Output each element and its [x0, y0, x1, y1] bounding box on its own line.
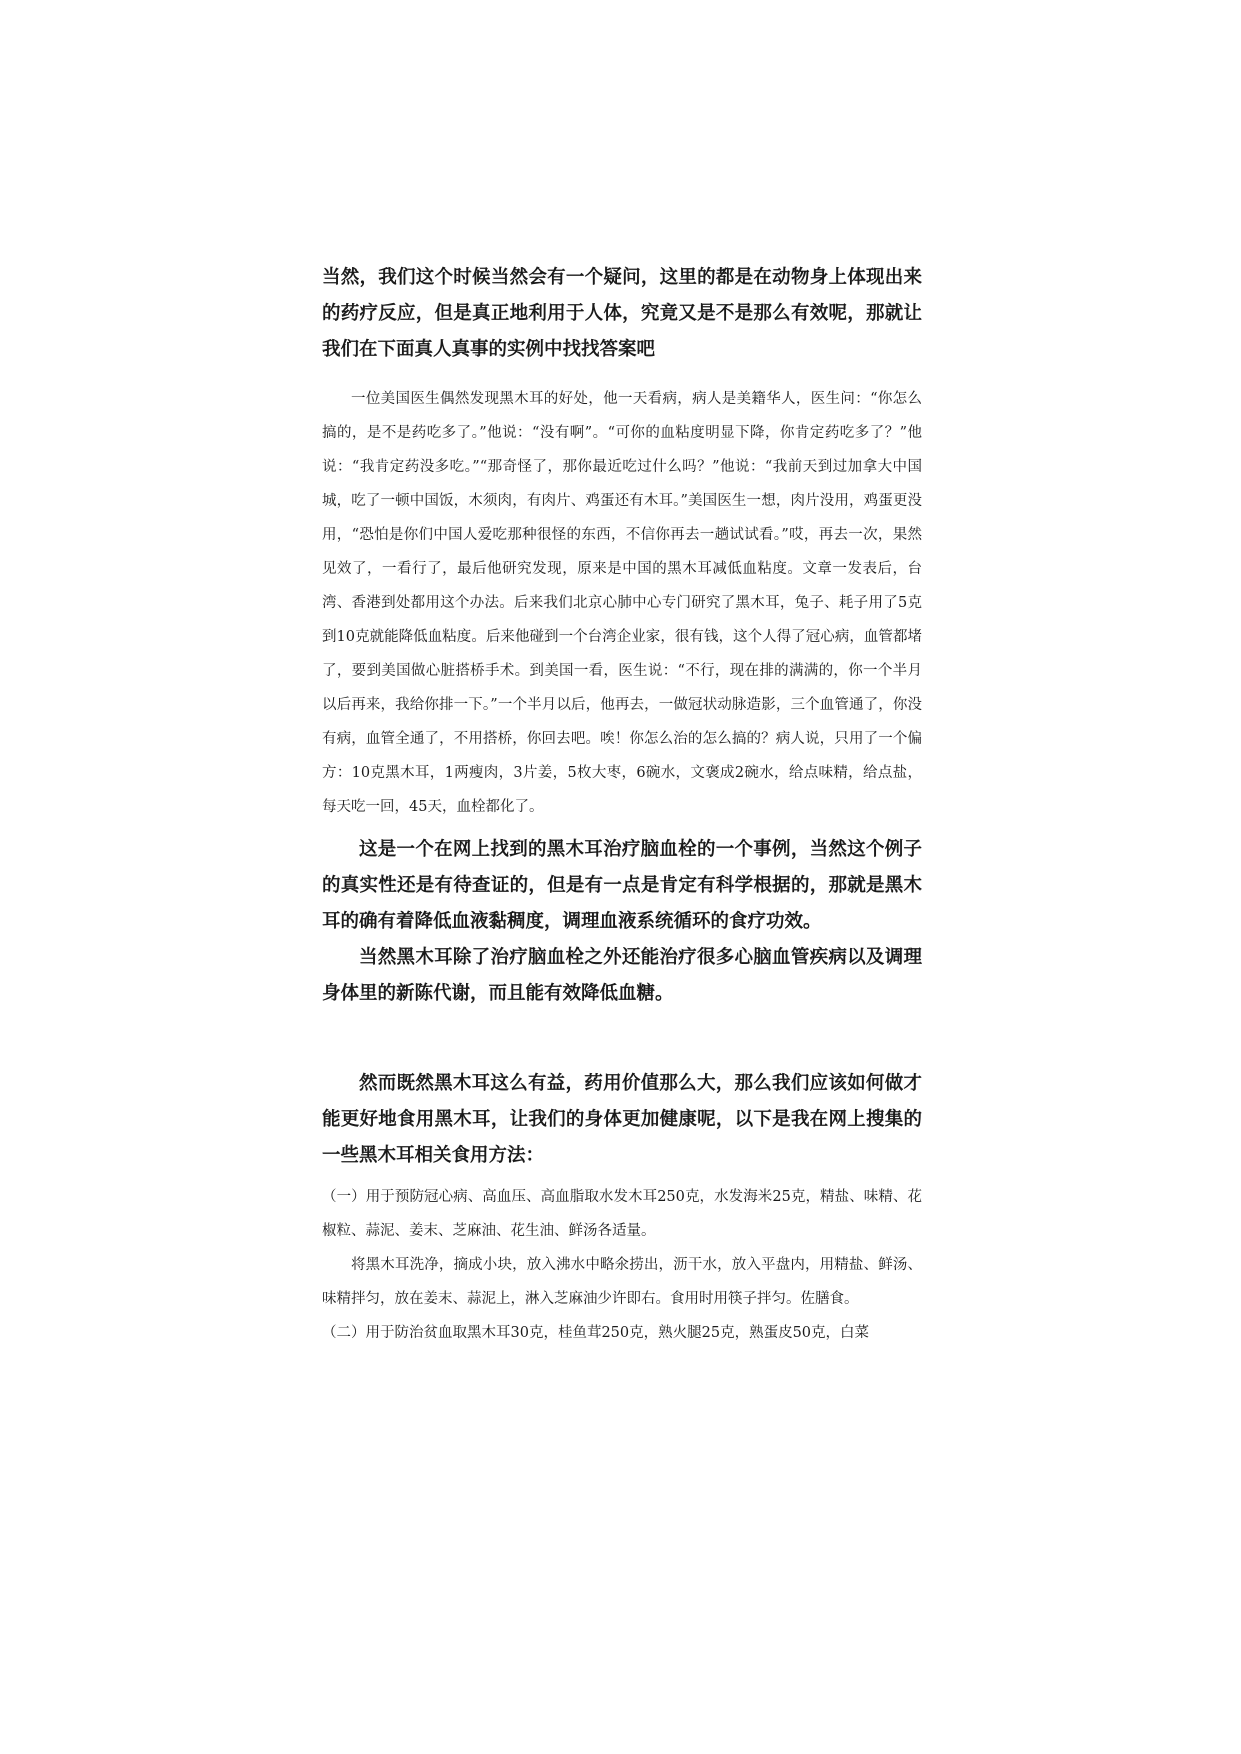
paragraph-method-1-steps: 将黑木耳洗净，摘成小块，放入沸水中略氽捞出，沥干水，放入平盘内，用精盐、鲜汤、味精拌匀，放在姜末、蒜泥上，淋入芝麻油少许即右。食用时用筷子拌匀。佐膳食。 [322, 1257, 922, 1307]
document-page [322, 260, 922, 1350]
paragraph-intro: 当然，我们这个时候当然会有一个疑问，这里的都是在动物身上体现出来的药疗反应，但是真正地利用于人体，究竟又是不是那么有效呢，那就让我们在下面真人真事的实例中找找答案吧 [322, 267, 922, 360]
paragraph-extra: 当然黑木耳除了治疗脑血栓之外还能治疗很多心脑血管疾病以及调理身体里的新陈代谢，而且能有效降低血糖。 [322, 947, 922, 1004]
paragraph-method-1: （一）用于预防冠心病、高血压、高血脂取水发木耳250克，水发海米25克，精盐、味精、花椒粒、蒜泥、姜末、芝麻油、花生油、鲜汤各适量。 [322, 1189, 922, 1239]
paragraph-story: 一位美国医生偶然发现黑木耳的好处，他一天看病，病人是美籍华人，医生问：“你怎么搞的，是不是药吃多了。”他说：“没有啊”。“可你的血粘度明显下降，你肯定药吃多了？”他说：“我肯定药没多吃。”“那奇怪了，那你最近吃过什么吗？”他说：“我前天到过加拿大中国城，吃了一顿中国饭，木须肉，有肉片、鸡蛋还有木耳。”美国医生一想，肉片没用，鸡蛋更没用，“恐怕是你们中国人爱吃那种很怪的东西，不信你再去一趟试试看。”哎，再去一次，果然见效了，一看行了，最后他研究发现，原来是中国的黑木耳减低血粘度。文章一发表后，台湾、香港到处都用这个办法。后来我们北京心肺中心专门研究了黑木耳，兔子、耗子用了5克到10克就能降低血粘度。后来他碰到一个台湾企业家，很有钱，这个人得了冠心病，血管都堵了，要到美国做心脏搭桥手术。到美国一看，医生说：“不行，现在排的满满的，你一个半月以后再来，我给你排一下。”一个半月以后，他再去，一做冠状动脉造影，三个血管通了，你没有病，血管全通了，不用搭桥，你回去吧。唉！你怎么治的怎么搞的？病人说，只用了一个偏方：10克黑木耳，1两瘦肉，3片姜，5枚大枣，6碗水，文褒成2碗水，给点味精，给点盐，每天吃一回，45天，血栓都化了。 [322, 391, 922, 815]
paragraph-methods-intro: 然而既然黑木耳这么有益，药用价值那么大，那么我们应该如何做才能更好地食用黑木耳，让我们的身体更加健康呢，以下是我在网上搜集的一些黑木耳相关食用方法： [322, 1073, 922, 1166]
paragraph-comment: 这是一个在网上找到的黑木耳治疗脑血栓的一个事例，当然这个例子的真实性还是有待查证的，但是有一点是肯定有科学根据的，那就是黑木耳的确有着降低血液黏稠度，调理血液系统循环的食疗功效。 [322, 839, 922, 932]
paragraph-method-2: （二）用于防治贫血取黑木耳30克，桂鱼茸250克，熟火腿25克，熟蛋皮50克，白菜 [322, 1325, 870, 1341]
